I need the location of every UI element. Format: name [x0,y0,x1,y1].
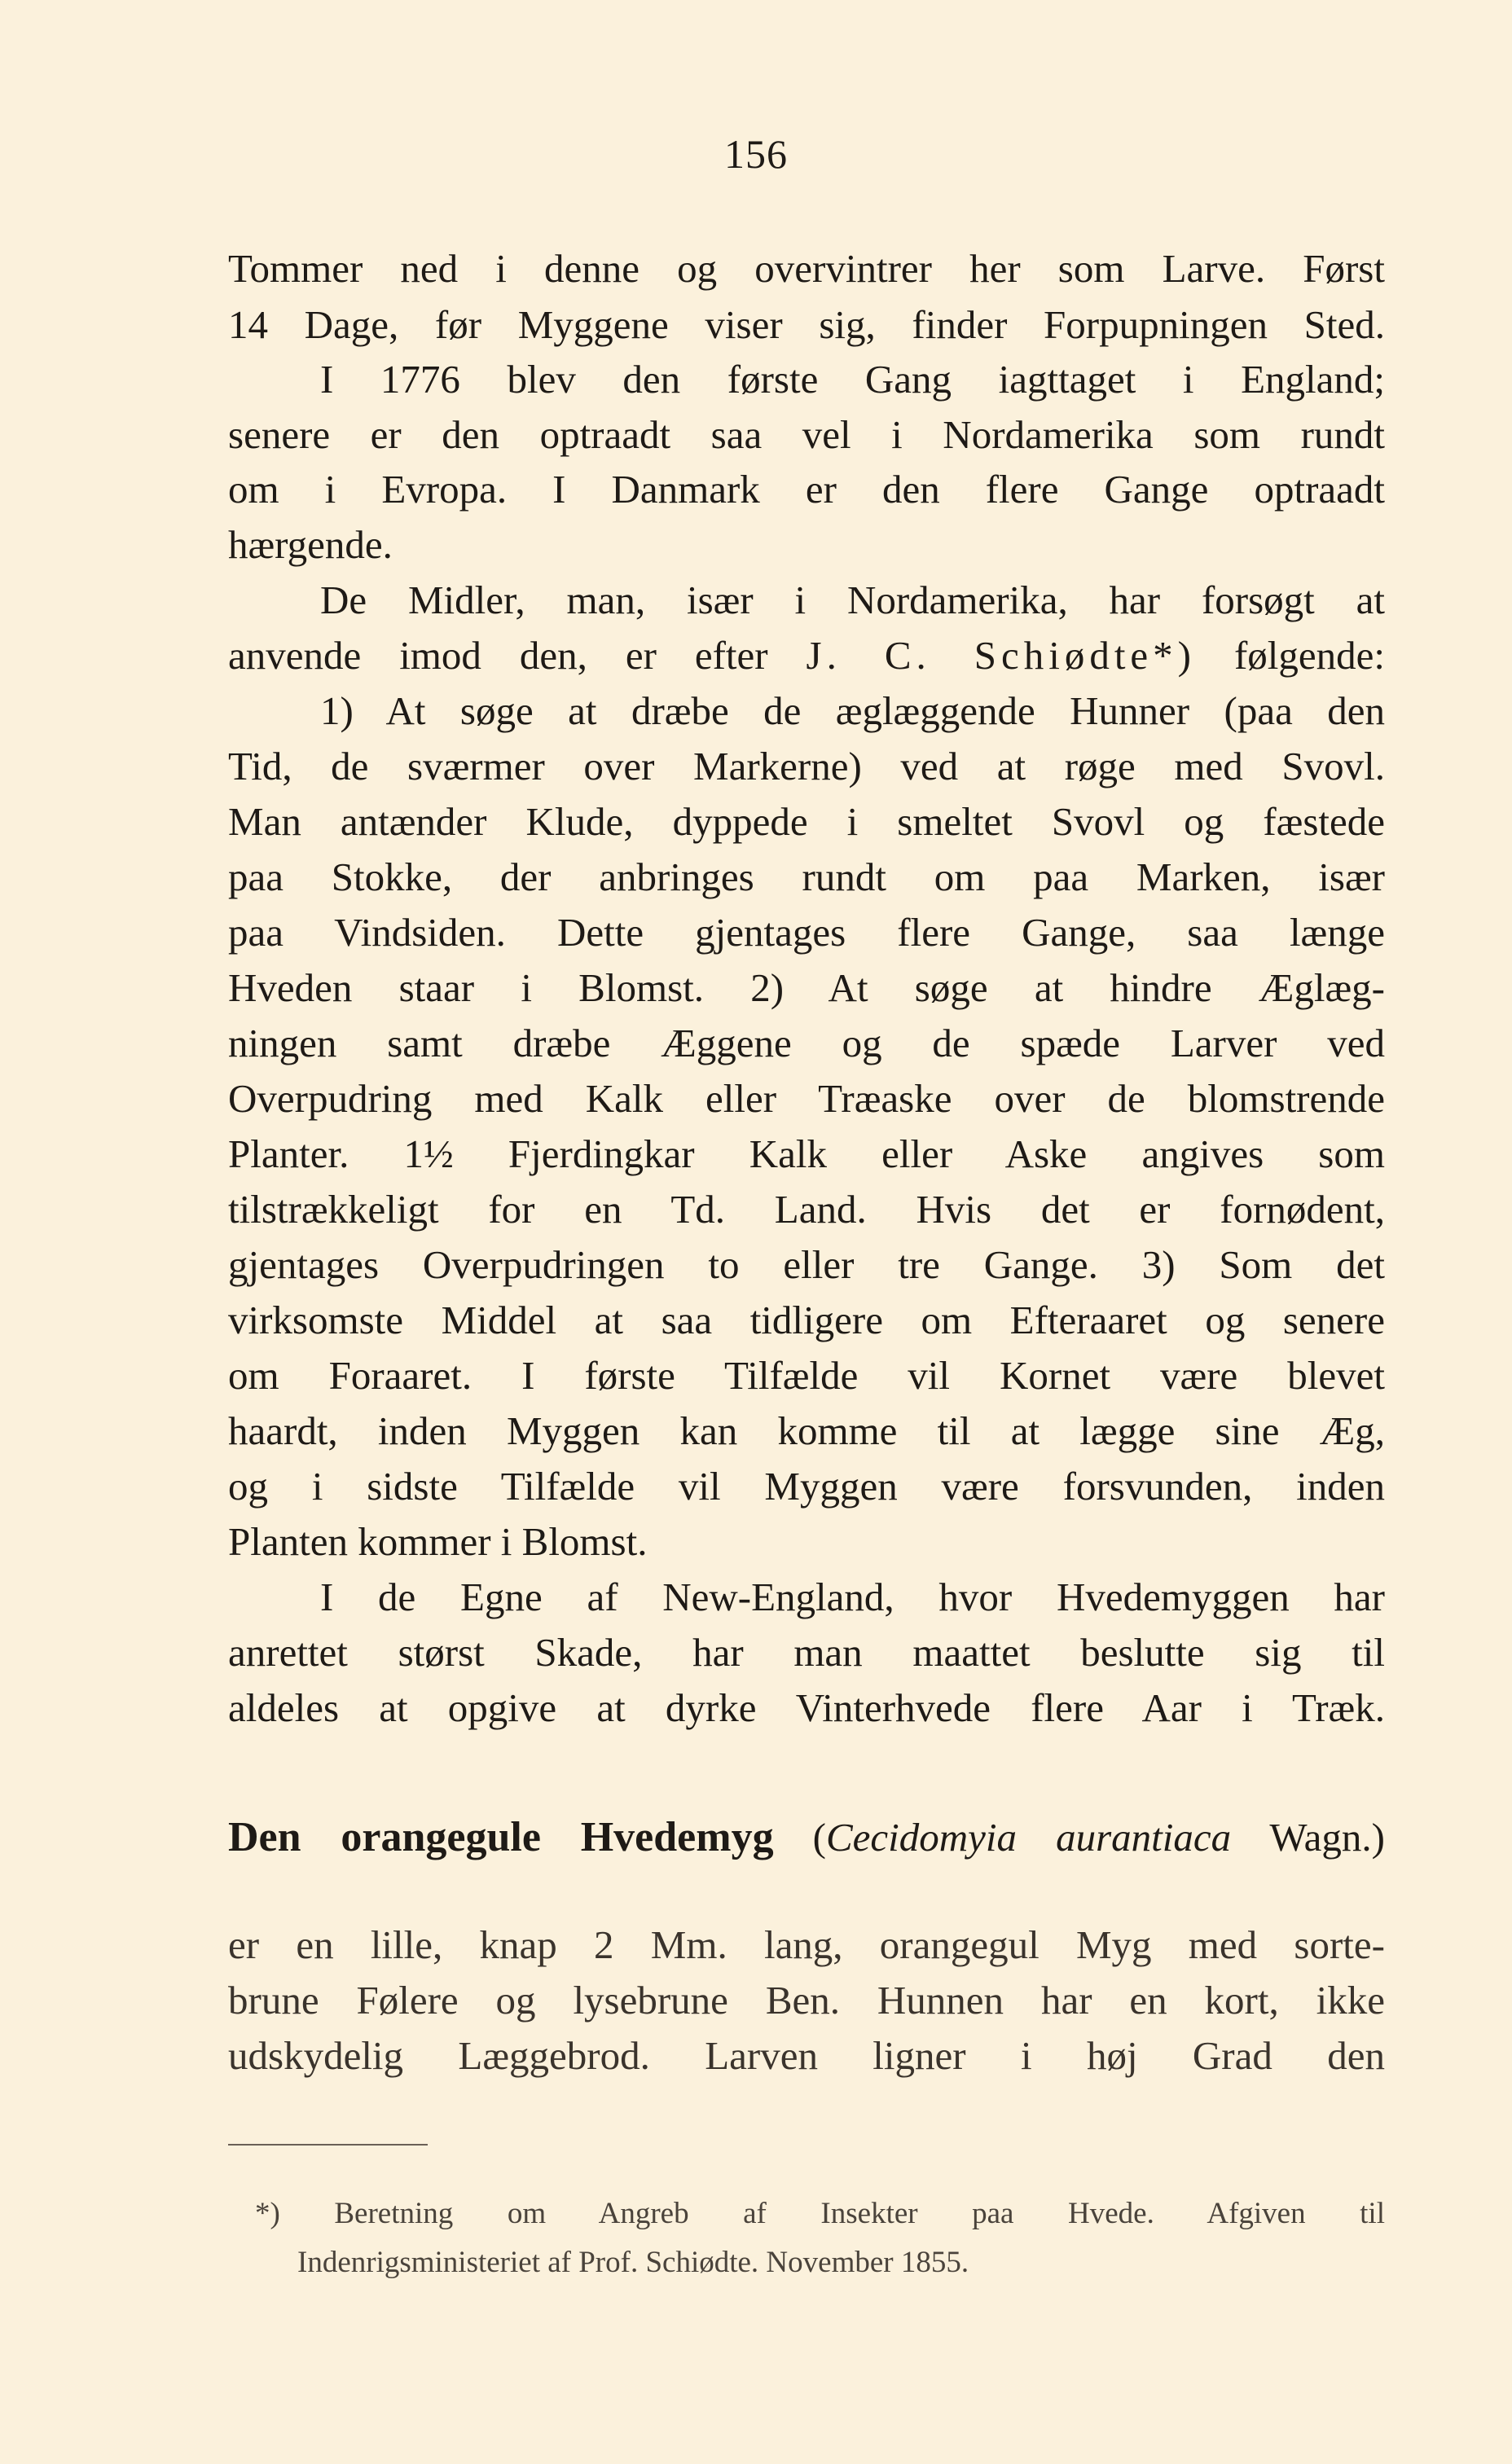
text-line: aldeles at opgive at dyrke Vinterhvede flere Aar i Træk. [228,1685,1385,1730]
text-line: 1) At søge at dræbe de æglæggende Hunner (paa den [320,688,1385,733]
species-name: Cecidomyia aurantiaca [825,1815,1232,1860]
section-heading-close: Wagn.) [1231,1815,1385,1860]
text-line: De Midler, man, især i Nordamerika, har forsøgt at [320,578,1385,622]
page-number: 156 [724,131,788,177]
text-fragment: anvende imod den, er efter [228,633,768,678]
text-line: Planter. 1½ Fjerdingkar Kalk eller Aske angives som [228,1131,1385,1176]
author-reference: J. C. Schiødte*) [806,633,1196,678]
text-line: udskydelig Læggebrod. Larven ligner i høj Grad den [228,2033,1385,2078]
text-line: virksomste Middel at saa tidligere om Efteraaret og senere [228,1298,1385,1342]
text-fragment: følgende: [1233,633,1385,678]
text-line: brune Følere og lysebrune Ben. Hunnen har en kort, ikke [228,1978,1385,2023]
section-heading [228,1813,1385,1862]
footnote-divider [228,2144,428,2146]
footnote-line: *) Beretning om Angreb af Insekter paa Hvede. Afgiven til [255,2197,1385,2230]
text-line: om Foraaret. I første Tilfælde vil Kornet være blevet [228,1353,1385,1398]
text-line: tilstrækkeligt for en Td. Land. Hvis det er fornødent, [228,1187,1385,1232]
text-line: er en lille, knap 2 Mm. lang, orangegul Myg med sorte- [228,1922,1385,1967]
text-line: haardt, inden Myggen kan komme til at lægge sine Æg, [228,1408,1385,1453]
text-line: senere er den optraadt saa vel i Nordamerika som rundt [228,412,1385,457]
text-line: 14 Dage, før Myggene viser sig, finder Forpupningen Sted. [228,302,1385,347]
text-line: I 1776 blev den første Gang iagttaget i England; [320,357,1385,402]
section-heading-title: Den orangegule Hvedemyg [228,1814,774,1860]
footnote-line: Indenrigsministeriet af Prof. Schiødte. November 1855. [297,2246,969,2279]
text-line: hærgende. [228,522,393,567]
text-line: paa Vindsiden. Dette gjentages flere Gange, saa længe [228,910,1385,955]
text-line: paa Stokke, der anbringes rundt om paa Marken, især [228,854,1385,899]
text-line: gjentages Overpudringen to eller tre Gange. 3) Som det [228,1242,1385,1287]
section-heading-open: ( [773,1815,826,1860]
text-line: I de Egne af New-England, hvor Hvedemyggen har [320,1575,1385,1619]
text-line-with-author [228,631,1385,680]
text-line: anrettet størst Skade, har man maattet beslutte sig til [228,1630,1385,1675]
text-line: Planten kommer i Blomst. [228,1519,648,1564]
text-line: ningen samt dræbe Æggene og de spæde Larver ved [228,1021,1385,1065]
text-line: Tommer ned i denne og overvintrer her som Larve. Først [228,246,1385,291]
text-line: Hveden staar i Blomst. 2) At søge at hindre Æglæg- [228,965,1385,1010]
text-line: og i sidste Tilfælde vil Myggen være forsvunden, inden [228,1464,1385,1509]
text-line: Overpudring med Kalk eller Træaske over de blomstrende [228,1076,1385,1121]
text-line: Tid, de sværmer over Markerne) ved at røge med Svovl. [228,744,1385,788]
text-line: Man antænder Klude, dyppede i smeltet Svovl og fæstede [228,799,1385,844]
text-line: om i Evropa. I Danmark er den flere Gange optraadt [228,467,1385,512]
